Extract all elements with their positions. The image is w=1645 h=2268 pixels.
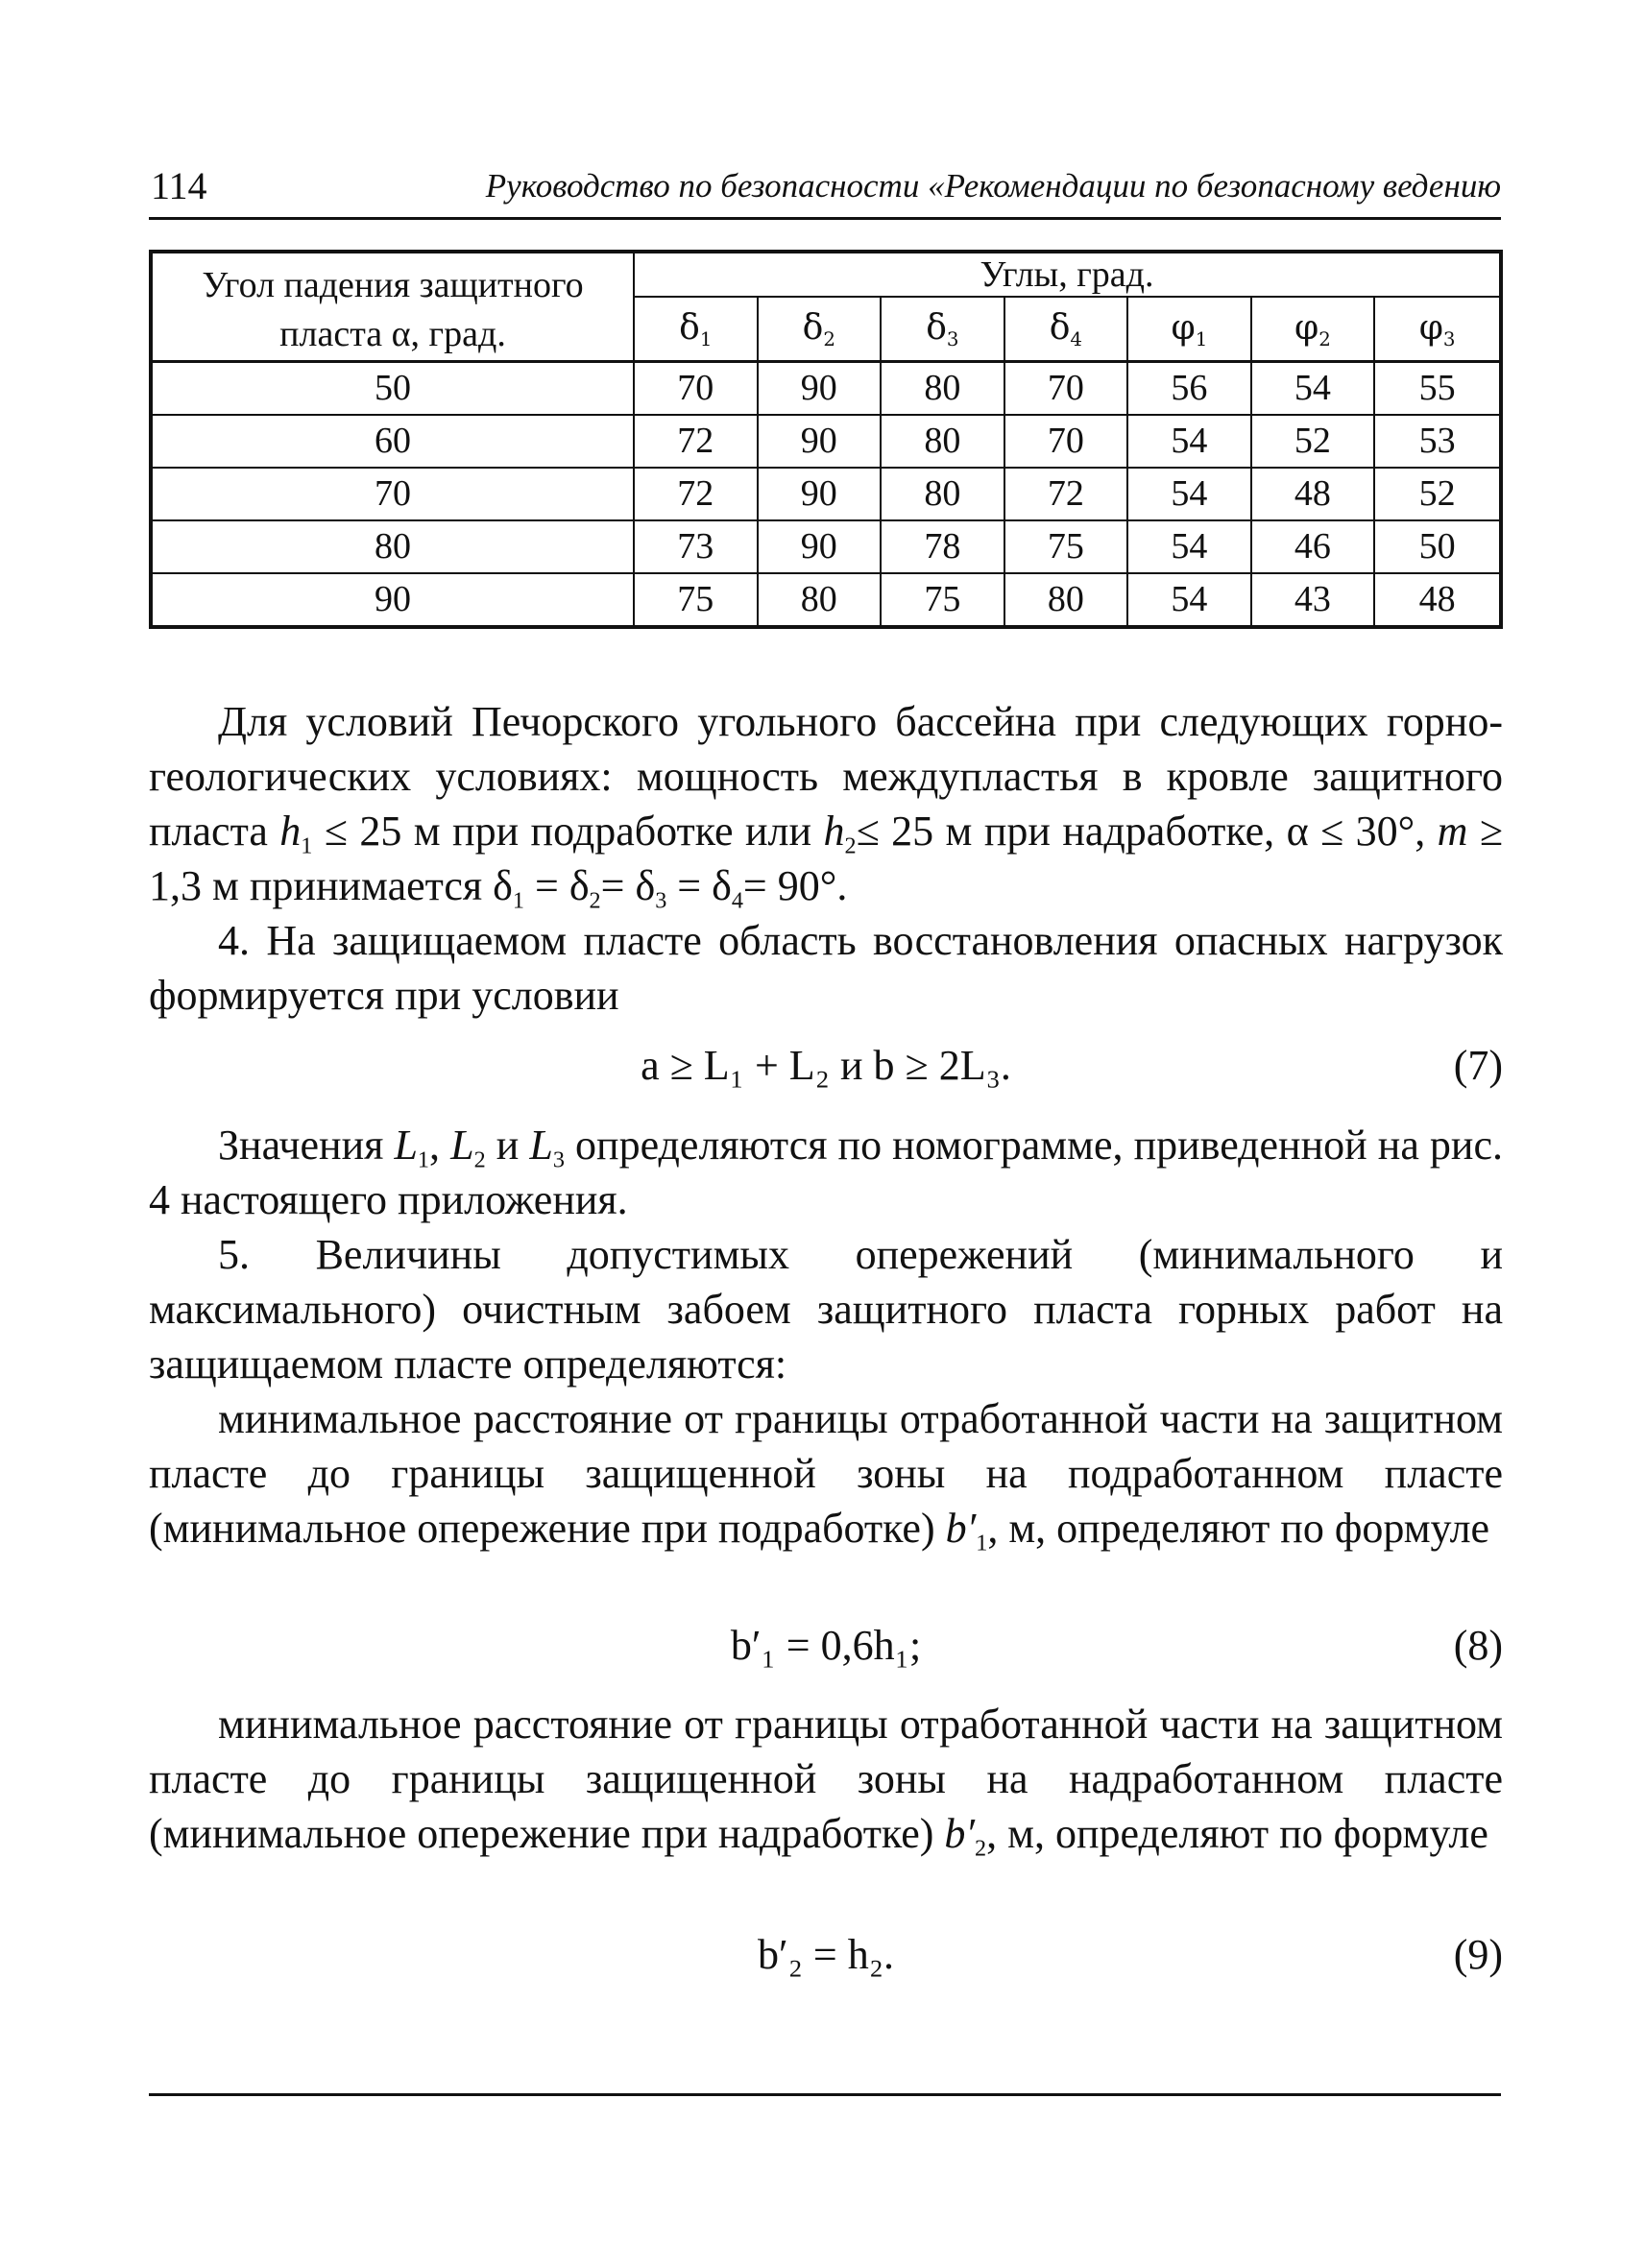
table-cell: 53 — [1374, 415, 1501, 468]
paragraph-min-distance-over: минимальное расстояние от границы отработанной части на защитном пласте до границы защищенной зоны на надработанном пласте (минимальное опережение при надработке) $b'_2$, м, определяют по формуле — [149, 1701, 1503, 1862]
table-cell: 60 — [151, 415, 634, 468]
table-cell: 70 — [1004, 415, 1128, 468]
formula-8-expression: b′₁ = 0,6h₁; — [730, 1622, 922, 1669]
table-cell: 90 — [758, 468, 882, 520]
table-cell: 75 — [634, 573, 758, 627]
table-cell: 80 — [881, 468, 1004, 520]
table-cell: 80 — [1004, 573, 1128, 627]
table-cell: 70 — [634, 361, 758, 415]
paragraph-pechora-conditions: Для условий Печорского угольного бассейна при следующих горно-геологических условиях: мощность междупластья в кровле защитного пласта $h_1 \le 25$ м при подработке или $h_2\le 25$ м при надработке, α ≤ 30°, m ≥ 1,3 м принимается $\delta_1 = \delta_2= \delta_3 = \delta_4= 90^\circ$. — [149, 698, 1503, 914]
table-cell: 90 — [758, 361, 882, 415]
table-cell: 75 — [881, 573, 1004, 627]
column-header: $\varphi_3$ — [1374, 297, 1501, 361]
table-cell: 52 — [1374, 468, 1501, 520]
table-group-header: Углы, град. — [634, 252, 1501, 297]
table-cell: 48 — [1374, 573, 1501, 627]
formula-8-number: (8) — [1453, 1622, 1503, 1669]
table-cell: 54 — [1127, 520, 1251, 573]
column-header: $\delta_3$ — [881, 297, 1004, 361]
table-cell: 54 — [1127, 415, 1251, 468]
table-cell: 90 — [151, 573, 634, 627]
table-cell: 54 — [1251, 361, 1375, 415]
running-title: Руководство по безопасности «Рекомендации по безопасному ведению — [485, 167, 1501, 205]
table-cell: 78 — [881, 520, 1004, 573]
table-row — [151, 573, 1501, 627]
table-cell: 75 — [1004, 520, 1128, 573]
paragraph-item-5: 5. Величины допустимых опережений (минимального и максимального) очистным забоем защитного пласта горных работ на защищаемом пласте определяются: — [149, 1231, 1503, 1387]
formula-7 — [149, 1041, 1503, 1098]
formula-9-number: (9) — [1453, 1931, 1503, 1978]
table-cell: 50 — [1374, 520, 1501, 573]
table-cell: 72 — [634, 415, 758, 468]
column-header: $\varphi_2$ — [1251, 297, 1375, 361]
angles-table — [149, 250, 1503, 629]
table-cell: 43 — [1251, 573, 1375, 627]
table-cell: 72 — [634, 468, 758, 520]
table-corner-header: Угол падения защитного пласта α, град. — [151, 252, 634, 361]
table-cell: 80 — [758, 573, 882, 627]
column-header: $\delta_1$ — [634, 297, 758, 361]
table-cell: 73 — [634, 520, 758, 573]
table-cell: 55 — [1374, 361, 1501, 415]
table-cell: 70 — [151, 468, 634, 520]
table-cell: 80 — [881, 415, 1004, 468]
table-cell: 90 — [758, 415, 882, 468]
table-cell: 70 — [1004, 361, 1128, 415]
table-cell: 54 — [1127, 573, 1251, 627]
table-row — [151, 415, 1501, 468]
table-row — [151, 361, 1501, 415]
table-row — [151, 468, 1501, 520]
table-cell: 50 — [151, 361, 634, 415]
table-cell: 46 — [1251, 520, 1375, 573]
column-header: $\varphi_1$ — [1127, 297, 1251, 361]
paragraph-min-distance-under: минимальное расстояние от границы отработанной части на защитном пласте до границы защищенной зоны на подработанном пласте (минимальное опережение при подработке) $b'_1$, м, определяют по формуле — [149, 1395, 1503, 1556]
page-header — [149, 163, 1501, 220]
table-cell: 80 — [151, 520, 634, 573]
formula-9 — [149, 1930, 1503, 1988]
formula-9-expression: b′₂ = h₂. — [757, 1931, 895, 1978]
table-cell: 72 — [1004, 468, 1128, 520]
table-cell: 54 — [1127, 468, 1251, 520]
footer-rule — [149, 2093, 1501, 2096]
paragraph-values-l: Значения $L_1$, $L_2$ и $L_3$ определяются по номограмме, приведенной на рис. 4 настоящего приложения. — [149, 1122, 1504, 1223]
table-cell: 80 — [881, 361, 1004, 415]
formula-8 — [149, 1621, 1503, 1678]
formula-7-number: (7) — [1453, 1042, 1503, 1089]
formula-7-expression: a ≥ L₁ + L₂ и b ≥ 2L₃. — [641, 1042, 1011, 1089]
column-header: $\delta_4$ — [1004, 297, 1128, 361]
table-cell: 56 — [1127, 361, 1251, 415]
page-number: 114 — [151, 164, 207, 207]
paragraph-item-4: 4. На защищаемом пласте область восстановления опасных нагрузок формируется при условии — [149, 917, 1503, 1019]
table-row — [151, 520, 1501, 573]
table-cell: 90 — [758, 520, 882, 573]
column-header: $\delta_2$ — [758, 297, 882, 361]
table-cell: 52 — [1251, 415, 1375, 468]
table-cell: 48 — [1251, 468, 1375, 520]
